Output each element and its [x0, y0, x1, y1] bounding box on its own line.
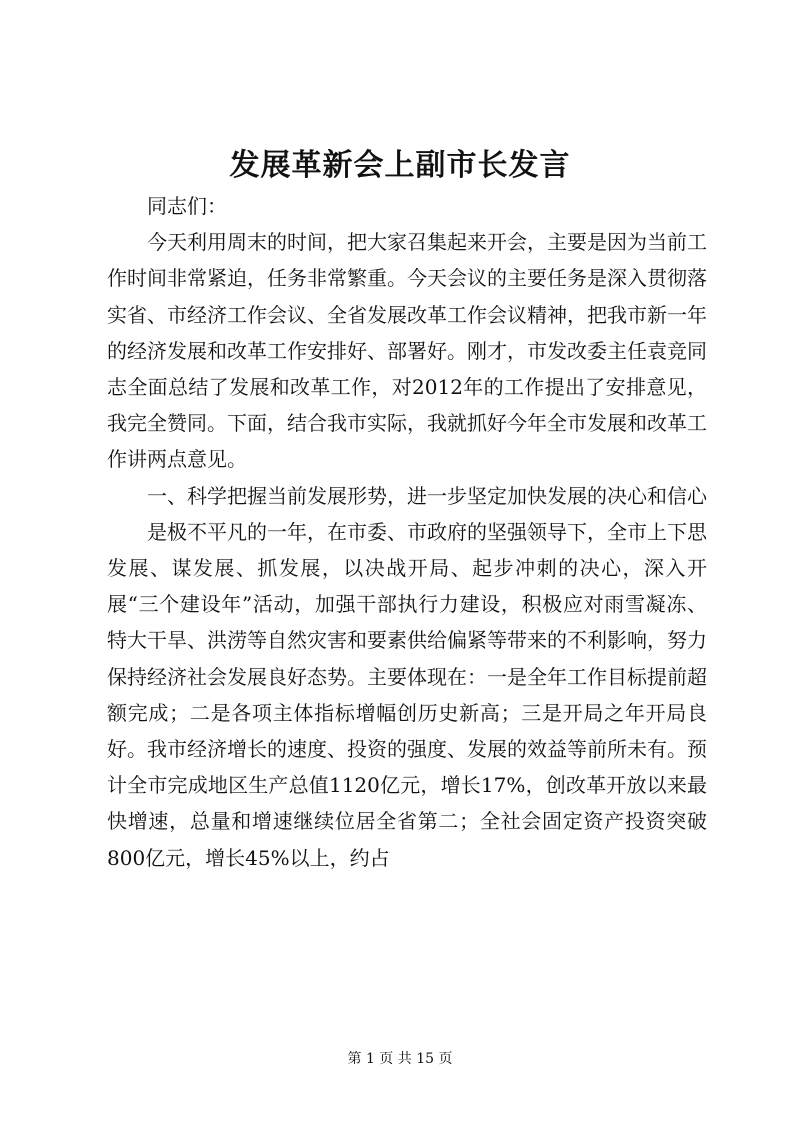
paragraph-intro: 今天利用周末的时间，把大家召集起来开会，主要是因为当前工作时间非常紧迫，任务非常繁重。今天会议的主要任务是深入贯彻落实省、市经济工作会议、全省发展改革工作会议精神，把我市新一年的经济发展和改革工作安排好、部署好。刚才，市发改委主任袁竞同志全面总结了发展和改革工作，对2012年的工作提出了安排意见，我完全赞同。下面，结合我市实际，我就抓好今年全市发展和改革工作讲两点意见。	[107, 230, 707, 472]
document-body	[107, 188, 707, 876]
salutation: 同志们：	[147, 194, 227, 218]
paragraph-review: 是极不平凡的一年，在市委、市政府的坚强领导下，全市上下思发展、谋发展、抓发展，以决战开局、起步冲刺的决心，深入开展“三个建设年”活动，加强干部执行力建设，积极应对雨雪凝冻、特大干旱、洪涝等自然灾害和要素供给偏紧等带来的不利影响，努力保持经济社会发展良好态势。主要体现在：一是全年工作目标提前超额完成；二是各项主体指标增幅创历史新高；三是开局之年开局良好。我市经济增长的速度、投资的强度、发展的效益等前所未有。预计全市完成地区生产总值1120亿元，增长17%，创改革开放以来最快增速，总量和增速继续位居全省第二；全社会固定资产投资突破800亿元，增长45%以上，约占	[107, 519, 707, 870]
document-title: 发展革新会上副市长发言	[229, 148, 571, 183]
section-heading: 一、科学把握当前发展形势，进一步坚定加快发展的决心和信心	[147, 483, 707, 508]
page-footer: 第 1 页 共 15 页	[347, 1051, 453, 1067]
